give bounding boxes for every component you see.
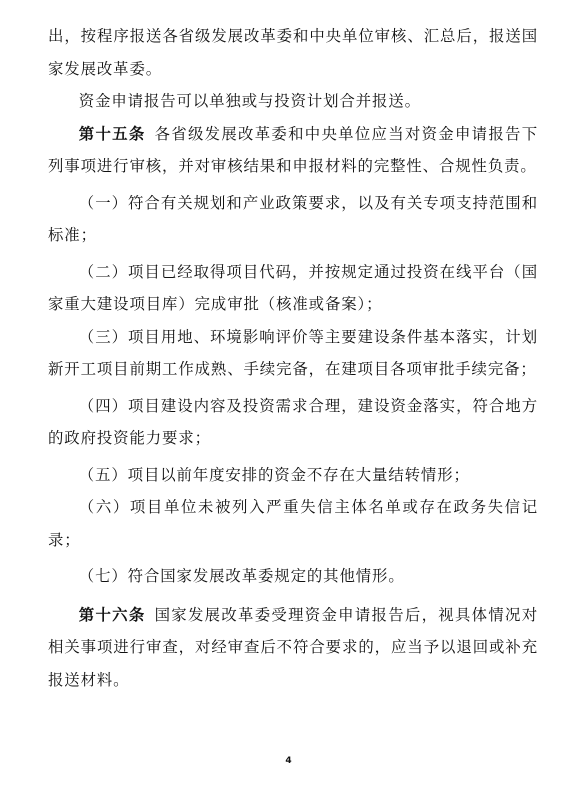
page-number: 4 (285, 756, 292, 766)
list-item-6 (48, 491, 538, 556)
paragraph-text: 出，按程序报送各省级发展改革委和中央单位审核、汇总后，报送国家发展改革委。 (48, 27, 538, 78)
paragraph-text: （一）符合有关规划和产业政策要求，以及有关专项支持范围和标准； (48, 193, 538, 244)
paragraph-text: （七）符合国家发展改革委规定的其他情形。 (78, 567, 405, 585)
article-15 (48, 118, 538, 183)
document-body (48, 20, 538, 696)
list-item-4 (48, 390, 538, 455)
list-item-3 (48, 321, 538, 386)
paragraph-text: （四）项目建设内容及投资需求合理，建设资金落实，符合地方的政府投资能力要求； (48, 396, 538, 447)
list-item-5 (48, 459, 538, 492)
paragraph-text: 国家发展改革委受理资金申请报告后，视具体情况对相关事项进行审查，对经审查后不符合要求的，应当予以退回或补充报送材料。 (48, 605, 539, 689)
article-16 (48, 599, 538, 697)
paragraph-text: 各省级发展改革委和中央单位应当对资金申请报告下列事项进行审核，并对审核结果和申报材料的完整性、合规性负责。 (48, 124, 539, 175)
paragraph-text: （六）项目单位未被列入严重失信主体名单或存在政务失信记录； (48, 498, 538, 549)
list-item-1 (48, 187, 538, 252)
paragraph-text: （五）项目以前年度安排的资金不存在大量结转情形； (78, 465, 470, 484)
paragraph-text: 资金申请报告可以单独或与投资计划合并报送。 (78, 92, 421, 110)
paragraph-continuation (48, 20, 538, 85)
paragraph-text: （三）项目用地、环境影响评价等主要建设条件基本落实，计划新开工项目前期工作成熟、手续完备，在建项目各项审批手续完备； (48, 327, 538, 378)
paragraph (48, 85, 538, 118)
article-heading: 第十六条 (78, 605, 146, 624)
paragraph-text: （二）项目已经取得项目代码，并按规定通过投资在线平台（国家重大建设项目库）完成审批（核准或备案）； (48, 262, 538, 313)
list-item-2 (48, 256, 538, 321)
article-heading: 第十五条 (78, 124, 146, 143)
list-item-7 (48, 560, 538, 593)
